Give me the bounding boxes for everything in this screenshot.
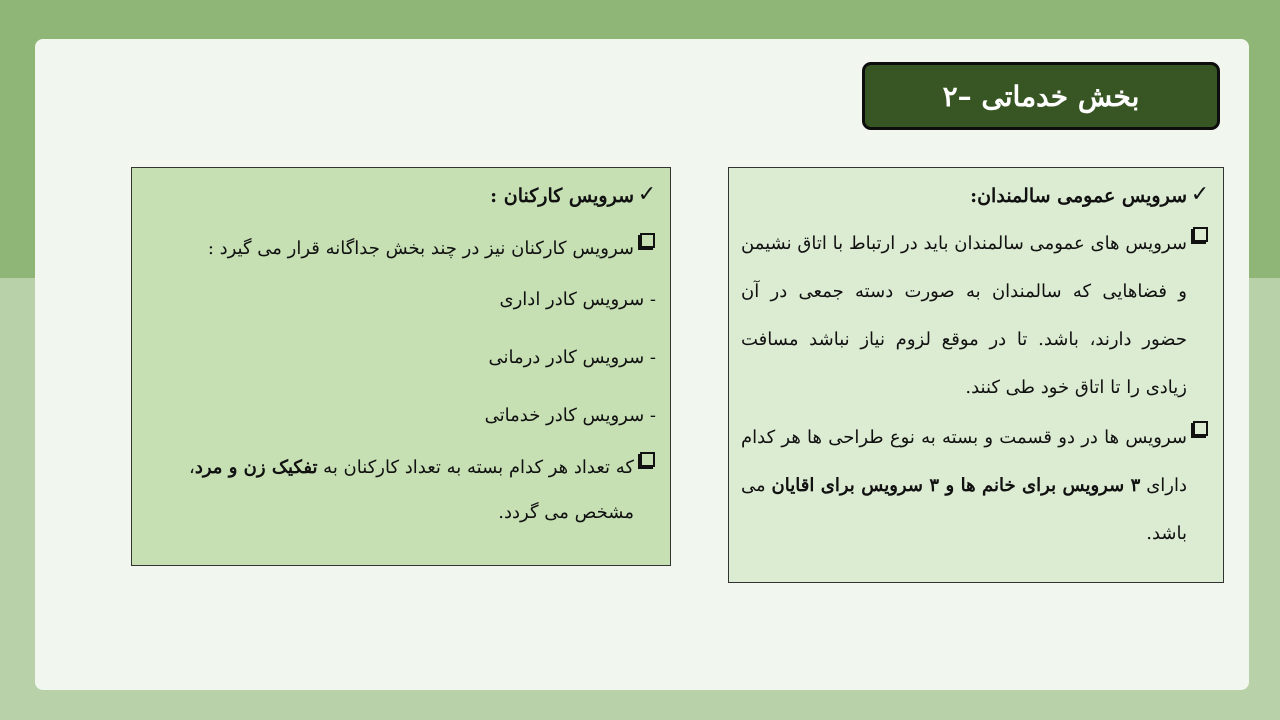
bullet-text: که تعداد هر کدام بسته به تعداد کارکنان به تفکیک زن و مرد، مشخص می گردد.	[189, 457, 634, 523]
square-bullet-icon	[634, 226, 660, 257]
bullet-text: سرویس های عمومی سالمندان باید در ارتباط با اتاق نشیمن و فضاهایی که سالمندان به صورت دسته جمعی در آن حضور دارند، باشد. تا در موقع لزوم نیاز نباشد مسافت زیادی را تا اتاق خود طی کنند.	[741, 233, 1187, 398]
bullet-item	[741, 220, 1213, 412]
slide-title	[862, 62, 1220, 130]
list-item: - سرویس کادر اداری	[499, 289, 656, 310]
list-item: - سرویس کادر درمانی	[488, 347, 656, 368]
bullet-text: سرویس کارکنان نیز در چند بخش جداگانه قرار می گیرد :	[207, 238, 634, 259]
bold-text: ۳ سرویس برای خانم ها و ۳ سرویس برای اقایان	[771, 475, 1141, 496]
staff-restrooms-panel	[131, 167, 671, 566]
slide-title-text: ۲– بخش خدماتی	[942, 79, 1140, 113]
checkmark-icon: ✓	[1190, 182, 1210, 207]
square-bullet-icon	[634, 445, 660, 476]
bold-text: تفکیک زن و مرد	[194, 457, 318, 478]
panel-heading-row	[741, 180, 1213, 212]
panel-heading-row	[142, 180, 660, 212]
general-restrooms-panel	[728, 167, 1224, 583]
bullet-item	[142, 226, 660, 271]
square-bullet-icon	[1187, 220, 1213, 251]
panel-heading: سرویس عمومی سالمندان:	[970, 185, 1187, 207]
list-item: - سرویس کادر خدماتی	[484, 405, 656, 426]
square-bullet-icon	[1187, 414, 1213, 445]
panel-heading: سرویس کارکنان :	[490, 185, 634, 207]
checkmark-icon: ✓	[637, 182, 657, 207]
bullet-item	[142, 445, 660, 535]
bullet-text: سرویس ها در دو قسمت و بسته به نوع طراحی ها هر کدام دارای ۳ سرویس برای خانم ها و ۳ سرویس برای اقایان می باشد.	[741, 427, 1187, 544]
bullet-item	[741, 414, 1213, 558]
